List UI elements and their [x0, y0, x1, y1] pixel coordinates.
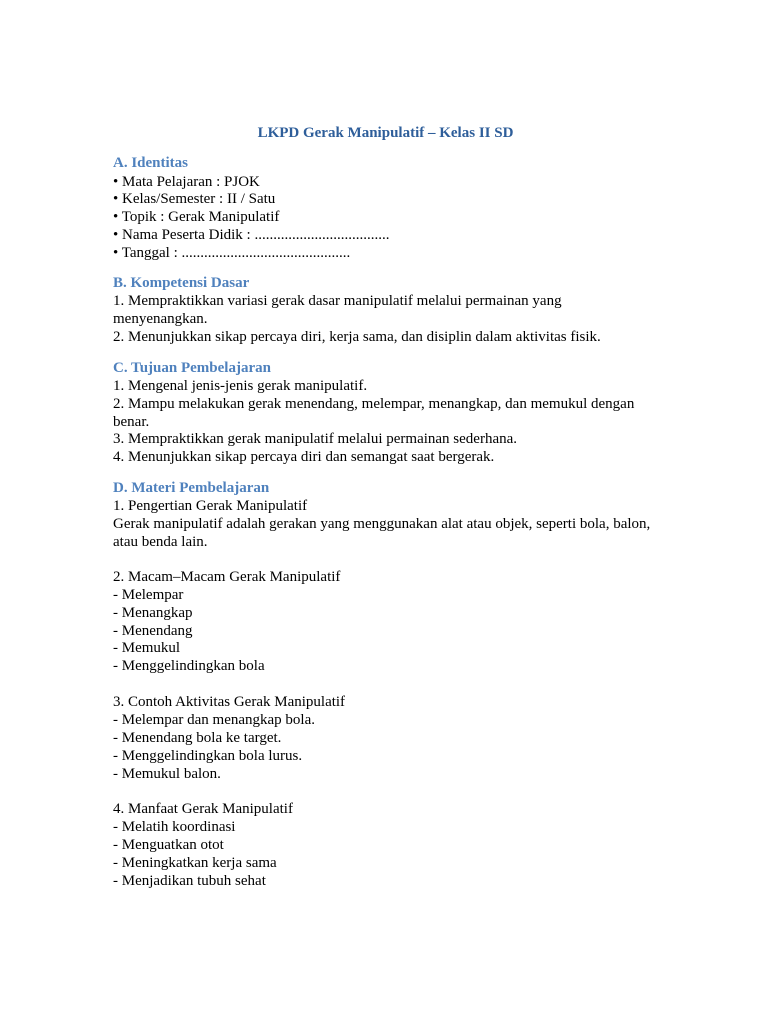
kompetensi-line: 2. Menunjukkan sikap percaya diri, kerja sama, dan disiplin dalam aktivitas fisik.: [113, 329, 601, 345]
materi-pengertian-title: 1. Pengertian Gerak Manipulatif: [113, 498, 308, 514]
kompetensi-line: menyenangkan.: [113, 311, 208, 327]
document-title: LKPD Gerak Manipulatif – Kelas II SD: [257, 125, 514, 141]
heading-kompetensi-dasar: B. Kompetensi Dasar: [113, 275, 250, 291]
list-item: - Menjadikan tubuh sehat: [113, 873, 266, 889]
list-item: - Melempar: [113, 587, 184, 603]
list-item: - Memukul balon.: [113, 766, 221, 782]
kompetensi-line: 1. Mempraktikkan variasi gerak dasar manipulatif melalui permainan yang: [113, 293, 562, 309]
list-item: - Menguatkan otot: [113, 837, 224, 853]
list-item: - Menangkap: [113, 605, 193, 621]
materi-manfaat-title: 4. Manfaat Gerak Manipulatif: [113, 801, 293, 817]
tujuan-line: 3. Mempraktikkan gerak manipulatif melalui permainan sederhana.: [113, 431, 518, 447]
identitas-item-mata-pelajaran: • Mata Pelajaran : PJOK: [113, 174, 260, 190]
identitas-item-topik: • Topik : Gerak Manipulatif: [113, 209, 280, 225]
tujuan-line: 2. Mampu melakukan gerak menendang, melempar, menangkap, dan memukul dengan: [113, 396, 635, 412]
list-item: - Melatih koordinasi: [113, 819, 236, 835]
list-item: - Meningkatkan kerja sama: [113, 855, 277, 871]
tujuan-line: 1. Mengenal jenis-jenis gerak manipulatif.: [113, 378, 368, 394]
heading-tujuan-pembelajaran: C. Tujuan Pembelajaran: [113, 360, 271, 376]
list-item: - Menggelindingkan bola lurus.: [113, 748, 303, 764]
tujuan-line: 4. Menunjukkan sikap percaya diri dan semangat saat bergerak.: [113, 449, 495, 465]
identitas-item-kelas-semester: • Kelas/Semester : II / Satu: [113, 191, 276, 207]
list-item: - Menendang: [113, 623, 193, 639]
materi-macam-title: 2. Macam–Macam Gerak Manipulatif: [113, 569, 341, 585]
materi-pengertian-line: Gerak manipulatif adalah gerakan yang menggunakan alat atau objek, seperti bola, balon,: [113, 516, 651, 532]
tujuan-line: benar.: [113, 414, 150, 430]
heading-identitas: A. Identitas: [113, 155, 189, 171]
materi-contoh-title: 3. Contoh Aktivitas Gerak Manipulatif: [113, 694, 346, 710]
list-item: - Memukul: [113, 640, 181, 656]
heading-materi-pembelajaran: D. Materi Pembelajaran: [113, 480, 270, 496]
materi-pengertian-line: atau benda lain.: [113, 534, 208, 550]
list-item: - Menendang bola ke target.: [113, 730, 282, 746]
identitas-item-tanggal: • Tanggal : .............................................: [113, 245, 351, 261]
identitas-item-nama-peserta: • Nama Peserta Didik : ....................................: [113, 227, 390, 243]
list-item: - Melempar dan menangkap bola.: [113, 712, 316, 728]
list-item: - Menggelindingkan bola: [113, 658, 265, 674]
document-page: [113, 0, 658, 1024]
